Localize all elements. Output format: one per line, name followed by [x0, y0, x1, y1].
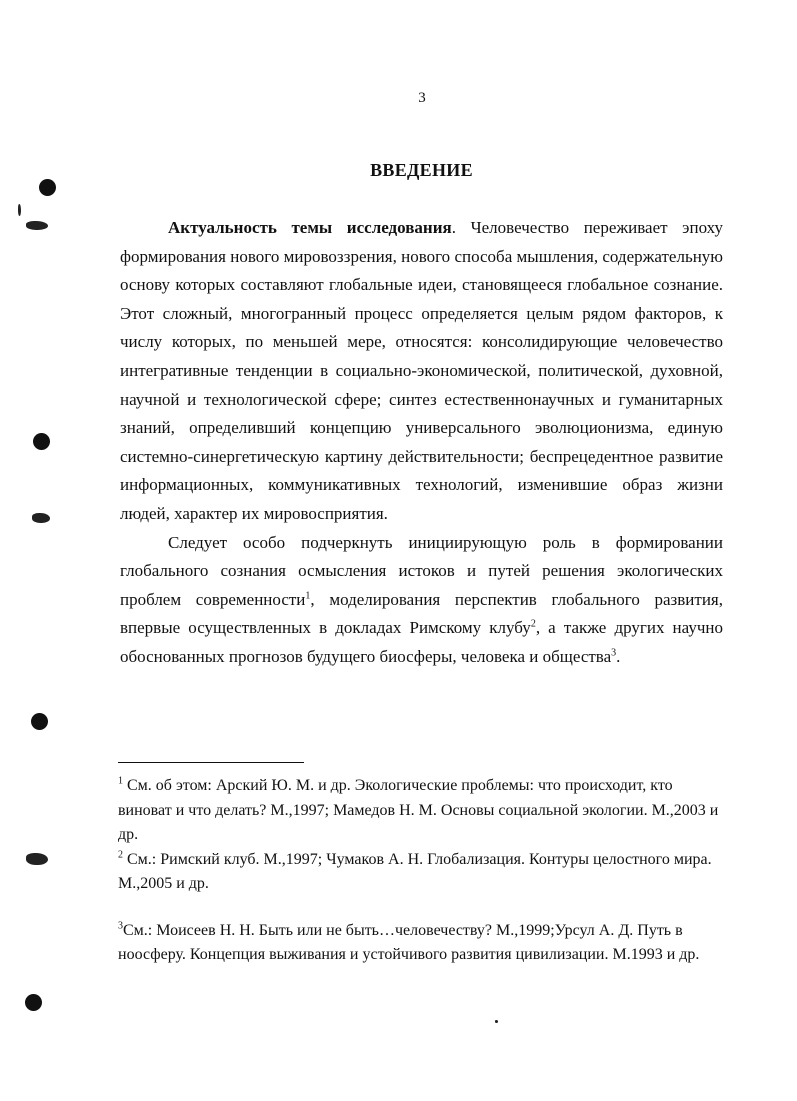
footnote-mark: 1: [118, 775, 123, 787]
paragraph-2: [120, 529, 723, 672]
footnotes: [118, 774, 723, 968]
footnote-1: [118, 774, 723, 848]
footnote-text: См.: Римский клуб. М.,1997; Чумаков А. Н. Глобализация. Контуры целостного мира. М.,2005 и др.: [118, 850, 712, 892]
footnote-text: См.: Моисеев Н. Н. Быть или не быть…человечеству? М.,1999;Урсул А. Д. Путь в ноосферу. Концепция выживания и устойчивого развития цивилизации. М.1993 и др.: [118, 921, 700, 963]
scan-speck: [26, 221, 48, 230]
page-title: ВВЕДЕНИЕ: [370, 160, 473, 180]
paragraph-1: [120, 214, 723, 529]
binder-hole-3: [31, 713, 48, 730]
paragraph-2-part-c: , а также других научно обоснованных прогнозов будущего биосферы, человека и общества: [120, 618, 723, 666]
footnote-ref-2: 2: [530, 618, 536, 630]
main-text: [120, 214, 723, 672]
scan-speck: [32, 513, 50, 523]
footnote-mark: 2: [118, 849, 123, 861]
scan-speck: [26, 853, 48, 865]
paragraph-2-part-b: , моделирования перспектив глобального развития, впервые осуществленных в докладах Римскому клубу: [120, 589, 723, 638]
binder-hole-4: [25, 994, 42, 1011]
binder-hole-1: [39, 179, 56, 196]
paragraph-2-part-d: .: [616, 646, 621, 666]
page-number: 3: [418, 90, 426, 106]
paragraph-1-text: . Человечество переживает эпоху формирования нового мировоззрения, нового способа мышления, содержательную основу которых составляют глобальные идеи, становящееся глобальное сознание. Этот сложный, многогранный процесс определяется целым рядом факторов, к числу которых, по меньшей мере, относятся: консолидирующие человечество интегративные тенденции в социально-экономической, политической, духовной, научной и технологической сфере; синтез естественнонаучных и гуманитарных знаний, определивший концепцию универсального эволюционизма, единую системно-синергетическую картину действительности; беспрецедентное развитие информационных, коммуникативных технологий, изменившие образ жизни людей, характер их мировосприятия.: [120, 218, 723, 523]
scan-speck: [495, 1020, 498, 1023]
binder-hole-2: [33, 433, 50, 450]
paragraph-lead: Актуальность темы исследования: [168, 218, 452, 237]
footnote-ref-1: 1: [305, 590, 311, 602]
footnote-ref-3: 3: [611, 647, 617, 659]
footnote-separator: [118, 762, 304, 763]
footnote-3: [118, 919, 723, 968]
footnote-mark: 3: [118, 920, 123, 932]
scan-speck: [18, 204, 21, 216]
paragraph-2-part-a: Следует особо подчеркнуть инициирующую роль в формировании глобального сознания осмысления истоков и путей решения экологических проблем современности: [120, 532, 723, 609]
footnote-2: [118, 848, 723, 897]
footnote-text: См. об этом: Арский Ю. М. и др. Экологические проблемы: что происходит, кто виноват и что делать? М.,1997; Мамедов Н. М. Основы социальной экологии. М.,2003 и др.: [118, 777, 719, 843]
